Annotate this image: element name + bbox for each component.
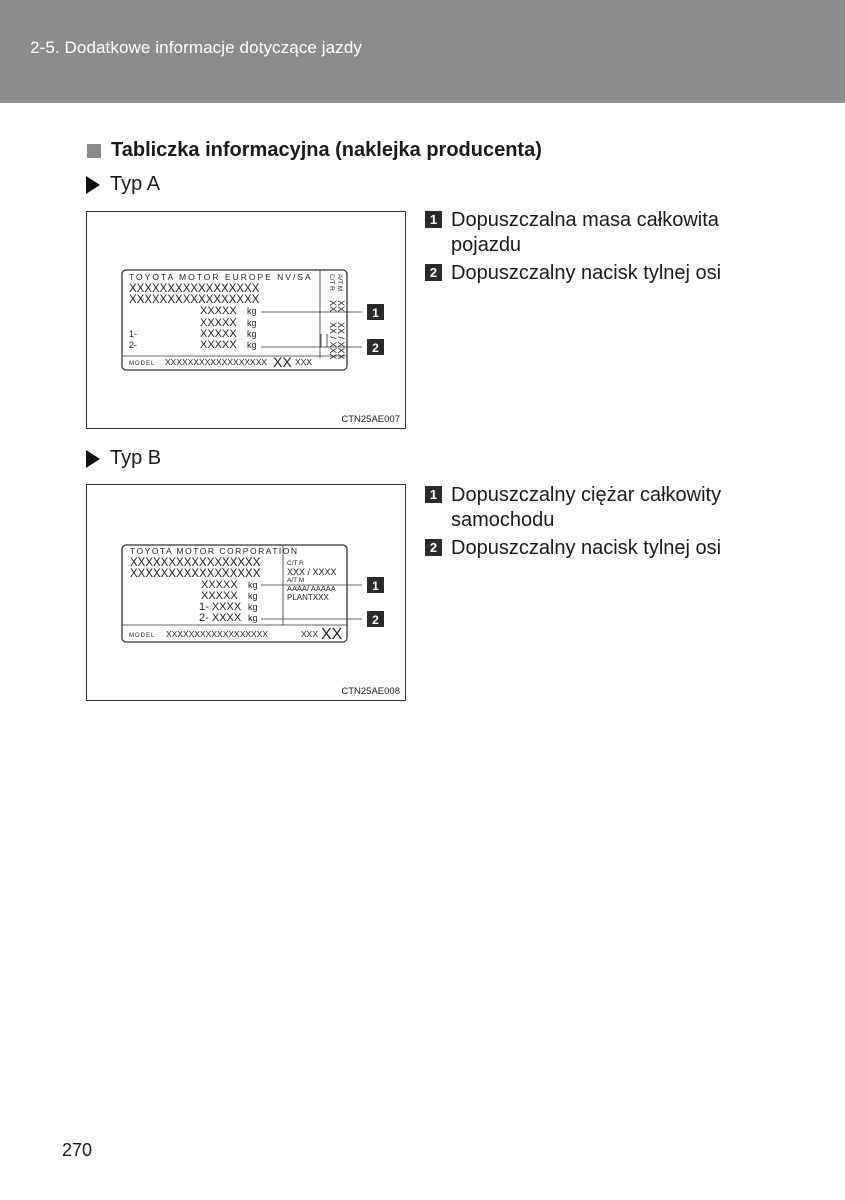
list-item-text: Dopuszczalny nacisk tylnej osi — [451, 262, 722, 284]
page-number: 270 — [62, 1140, 93, 1160]
section-heading-text: Tabliczka informacyjna (naklejka producenta) — [111, 139, 542, 161]
plate-a-kg1: kg — [247, 306, 257, 316]
number-badge: 1 — [425, 211, 442, 228]
plate-a-model-value: XXXXXXXXXXXXXXXXXX — [165, 357, 268, 367]
plate-b-kg2: kg — [248, 591, 258, 601]
label-plate-a-illustration — [87, 212, 407, 430]
plate-b-line2: XXXXXXXXXXXXXXXXX — [130, 568, 261, 580]
list-item-text: Dopuszczalny ciężar całkowity samochodu — [451, 484, 722, 531]
figure-code: CTN25AE008 — [341, 686, 400, 697]
plate-b-model-xx: XX — [321, 626, 343, 643]
plate-a-prefix1: 1- — [129, 329, 138, 339]
section-heading — [87, 139, 542, 162]
number-badge: 2 — [425, 539, 442, 556]
plate-b-ctr: C/T R — [287, 560, 304, 567]
plate-a-weight4: XXXXX — [200, 339, 237, 351]
plate-a-side-x3: XX / XXX — [328, 322, 338, 360]
plate-a-model-xx: XX — [273, 354, 292, 370]
type-b-label-text: Typ B — [110, 447, 162, 469]
plate-a-weight2: XXXXX — [200, 317, 237, 329]
plate-a-side-atm: A/T M — [336, 274, 343, 292]
type-a-label — [86, 173, 160, 196]
list-item-text: Dopuszczalna masa całkowita pojazdu — [451, 209, 719, 256]
plate-b-kg1: kg — [248, 580, 258, 590]
triangle-arrow-icon — [86, 450, 100, 468]
callout-1-number: 1 — [372, 579, 379, 593]
square-bullet-icon — [87, 144, 101, 158]
plate-b-weight2: XXXXX — [201, 590, 238, 602]
plate-a-model-xxx: XXX — [295, 357, 313, 367]
type-a-description-list — [425, 208, 755, 289]
plate-b-ctr-value: XXX / XXXX — [287, 567, 337, 577]
plate-b-maker: TOYOTA MOTOR CORPORATION — [130, 546, 299, 556]
plate-b-model-xxx: XXX — [301, 629, 319, 639]
chapter-title: 2-5. Dodatkowe informacje dotyczące jazdy — [30, 38, 362, 57]
figure-code: CTN25AE007 — [341, 414, 400, 425]
plate-a-line1: XXXXXXXXXXXXXXXXX — [129, 283, 260, 295]
type-a-label-text: Typ A — [110, 173, 161, 195]
list-item — [425, 261, 755, 286]
triangle-arrow-icon — [86, 176, 100, 194]
plate-a-kg3: kg — [247, 329, 257, 339]
plate-a-prefix2: 2- — [129, 340, 138, 350]
plate-a-kg2: kg — [247, 318, 257, 328]
plate-b-weight1: XXXXX — [201, 579, 238, 591]
plate-b-atm-value: AAAA/ AAAAA — [287, 584, 336, 593]
plate-b-model-label: MODEL — [129, 633, 156, 639]
type-b-description-list — [425, 483, 755, 564]
figure-type-b — [86, 484, 406, 701]
plate-a-side-ctr: C/T R — [328, 274, 335, 291]
plate-a-line2: XXXXXXXXXXXXXXXXX — [129, 294, 260, 306]
plate-a-weight3: XXXXX — [200, 328, 237, 340]
plate-a-side-x2: XX — [336, 300, 346, 313]
list-item-text: Dopuszczalny nacisk tylnej osi — [451, 537, 722, 559]
plate-a-kg4: kg — [247, 340, 257, 350]
plate-b-line1: XXXXXXXXXXXXXXXXX — [130, 557, 261, 569]
plate-b-kg4: kg — [248, 613, 258, 623]
plate-a-weight1: XXXXX — [200, 305, 237, 317]
plate-b-weight4: 2- XXXX — [199, 612, 242, 624]
plate-b-kg3: kg — [248, 602, 258, 612]
list-item — [425, 536, 755, 561]
list-item — [425, 208, 755, 258]
plate-b-plant: PLANTXXX — [287, 593, 329, 602]
plate-a-side-x1: XX — [328, 300, 338, 313]
plate-a-maker: TOYOTA MOTOR EUROPE NV/SA — [129, 272, 313, 282]
plate-a-model-label: MODEL — [129, 361, 156, 367]
callout-2-number: 2 — [372, 341, 379, 355]
callout-2-number: 2 — [372, 613, 379, 627]
plate-b-model-value: XXXXXXXXXXXXXXXXXX — [166, 629, 269, 639]
plate-b-atm: A/T M — [287, 577, 305, 584]
type-b-label — [86, 447, 161, 470]
list-item — [425, 483, 755, 533]
callout-1-number: 1 — [372, 306, 379, 320]
number-badge: 1 — [425, 486, 442, 503]
label-plate-b-illustration — [87, 485, 407, 702]
plate-a-side-x4: XX / XXX — [336, 322, 346, 360]
figure-type-a — [86, 211, 406, 429]
page-header — [0, 0, 845, 103]
plate-b-weight3: 1- XXXX — [199, 601, 242, 613]
number-badge: 2 — [425, 264, 442, 281]
